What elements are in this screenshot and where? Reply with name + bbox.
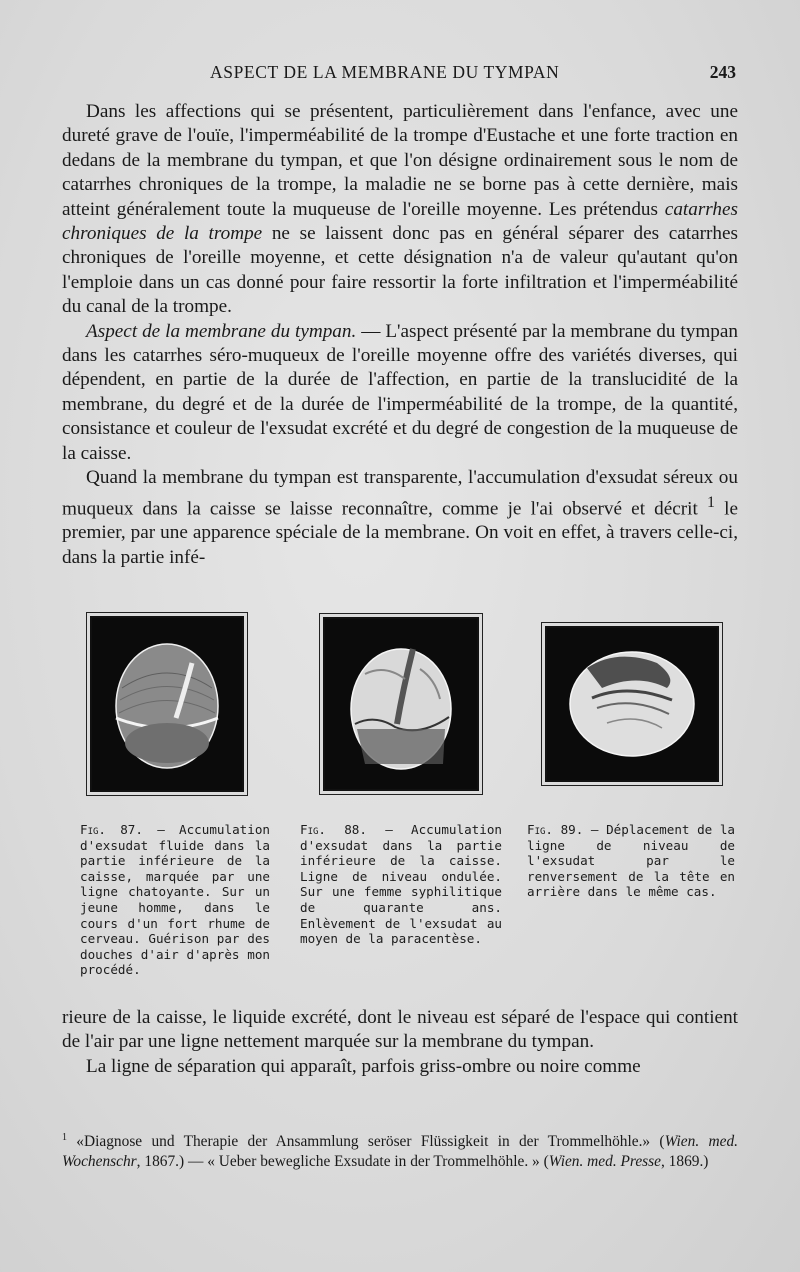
figure-87-tympanic-membrane [90, 616, 244, 792]
footnote: $^1$ «Diagnose und Therapie der Ansammlung seröser Flüssigkeit in der Trommelhöhle.» (Wien. med. Wochenschr, 1867.) — « Ueber bewegliche Exsudate in der Trommelhöhle. » (Wien. med. Presse, 1869.) [62, 1132, 738, 1171]
paragraph: Aspect de la membrane du tympan. — L'aspect présenté par la membrane du tympan dans les catarrhes séro-muqueux de l'oreille moyenne offre des variétés diverses, qui dépendent, en partie de la durée de l'affection, en partie de la translucidité de la membrane, du degré et de la durée de l'imperméabilité de la trompe, de la quantité, consistance et couleur de l'exsudat excrété et du degré de congestion de la muqueuse de la caisse. [62, 320, 738, 464]
paragraph: Dans les affections qui se présentent, particulièrement dans l'enfance, avec une dureté grave de l'ouïe, l'imperméabilité de la trompe d'Eustache et une forte traction en dedans de la membrane du tympan, et que l'on désigne ordinairement sous le nom de catarrhes chroniques de la trompe, la maladie ne se borne pas à cette dernière, mais atteint généralement toute la muqueuse de l'oreille moyenne. Les prétendus catarrhes chroniques de la trompe ne se laissent donc pas en général séparer des catarrhes chroniques de l'oreille moyenne, et cette désignation n'a de valeur qu'autant qu'on l'emploie dans un cas donné pour faire ressortir la forte infiltration et l'imperméabilité du canal de la trompe. [62, 101, 738, 318]
figure-88-caption: Fig. 88. — Accumulation d'exsudat dans la partie inférieure de la caisse. Ligne de niveau ondulée. Sur une femme syphilitique de quarante ans. Enlèvement de l'exsudat au moyen de la paracentèse. [300, 822, 502, 947]
figure-89-caption: Fig. 89. — Déplacement de la ligne de niveau de l'exsudat par le renversement de la tête en arrière dans le même cas. [527, 822, 735, 900]
paragraph: rieure de la caisse, le liquide excrété, dont le niveau est séparé de l'espace qui contient de l'air par une ligne nettement marquée sur la membrane du tympan. [62, 1007, 738, 1053]
eardrum-illustration-3 [547, 628, 717, 780]
figure-88-tympanic-membrane [323, 617, 479, 791]
body-text-top [62, 100, 738, 570]
body-text-bottom [62, 1006, 738, 1079]
paragraph: Quand la membrane du tympan est transparente, l'accumulation d'exsudat séreux ou muqueux dans la caisse se laisse reconnaître, comme je l'ai observé et décrit $^1$ le premier, par une apparence spéciale de la membrane. On voit en effet, à travers celle-ci, dans la partie infé- [62, 467, 738, 568]
paragraph: La ligne de séparation qui apparaît, parfois griss-ombre ou noire comme [86, 1055, 641, 1077]
figure-87-caption: Fig. 87. — Accumulation d'exsudat fluide dans la partie inférieure de la caisse, marquée par une ligne chatoyante. Sur un jeune homme, dans le cours d'un fort rhume de cerveau. Guérison par des douches d'air d'après mon procédé. [80, 822, 270, 978]
footnote-ref: 1 [707, 493, 715, 511]
page-number: 243 [709, 62, 736, 82]
running-title: ASPECT DE LA MEMBRANE DU TYMPAN [210, 62, 560, 82]
page-header [60, 62, 740, 88]
figure-89-tympanic-membrane [545, 626, 719, 782]
eardrum-illustration-2 [325, 619, 477, 789]
footnote-number: 1 [62, 1132, 67, 1143]
eardrum-illustration-1 [92, 618, 242, 790]
